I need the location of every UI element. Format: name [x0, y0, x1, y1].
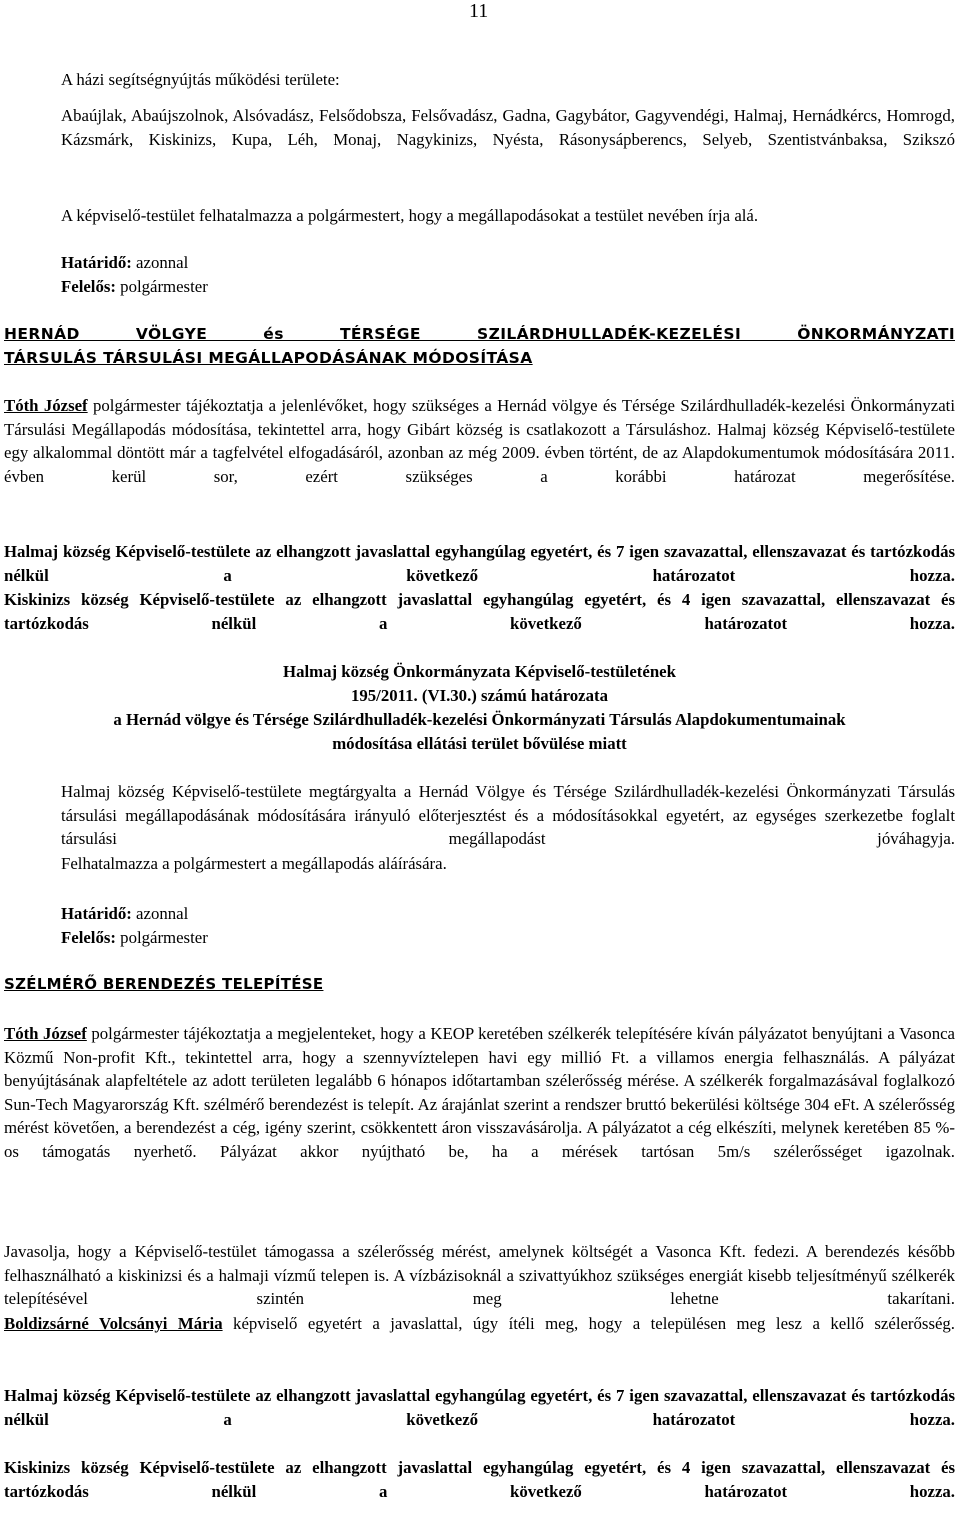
authorization-paragraph: A képviselő-testület felhatalmazza a polgármestert, hogy a megállapodásokat a testület nevében írja alá.	[61, 206, 759, 225]
resolution-authorize: Felhatalmazza a polgármestert a megállapodás aláírására.	[61, 854, 447, 873]
speaker-name: Tóth József	[4, 396, 88, 415]
section1-paragraph	[4, 394, 955, 512]
deadline-label: Határidő:	[61, 253, 132, 272]
deadline-value-2: azonnal	[131, 904, 189, 923]
area-title: A házi segítségnyújtás működési területe:	[61, 70, 340, 89]
vote-kiskinizs-2: Kiskinizs község Képviselő-testülete az elhangzott javaslattal egyhangúlag egyetért, és 4 igen szavazattal, ellenszavazat és tartózkodás nélkül a következő határozatot hozza.	[4, 1458, 955, 1501]
resolution-header-4: módosítása ellátási terület bővülése miatt	[332, 734, 627, 753]
responsible-label-2: Felelős:	[61, 928, 116, 947]
responsible-value: polgármester	[115, 277, 208, 296]
vote-halmaj: Halmaj község Képviselő-testülete az elhangzott javaslattal egyhangúlag egyetért, és 7 igen szavazattal, ellenszavazat és tartózkodás nélkül a következő határozatot hozza.	[4, 542, 955, 585]
speaker-name-2: Tóth József	[4, 1024, 87, 1043]
section1-body: polgármester tájékoztatja a jelenlévőket, hogy szükséges a Hernád völgye és Térsége Szilárdhulladék-kezelési Önkormányzati Társulási Megállapodás módosítása, tekintettel arra, hogy Gibárt község is csatlakozott a Társuláshoz. Halmaj község Képviselő-testülete egy alkalommal döntött már a tagfelvétel elfogadásáról, azonban az még 2009. évben történt, de az Alapdokumentumok módosítására 2011. évben kerül sor, ezért szükséges a korábbi határozat megerősítése.	[4, 396, 955, 486]
responsible-line	[61, 275, 955, 299]
area-municipalities: Abaújlak, Abaújszolnok, Alsóvadász, Felsődobsza, Felsővadász, Gadna, Gagybátor, Gagyvendégi, Halmaj, Hernádkércs, Homrogd, Kázsmárk, Kiskinizs, Kupa, Léh, Monaj, Nagykinizs, Nyésta, Rásonysápberencs, Selyeb, Szentistvánbaksa, Szikszó	[61, 106, 955, 149]
deadline-label-2: Határidő:	[61, 904, 132, 923]
resolution-header-2: 195/2011. (VI.30.) számú határozata	[351, 686, 608, 705]
resolution-header-3: a Hernád völgye és Térsége Szilárdhulladék-kezelési Önkormányzati Társulás Alapdokumentumainak	[113, 710, 846, 729]
vote-halmaj-2: Halmaj község Képviselő-testülete az elhangzott javaslattal egyhangúlag egyetért, és 7 igen szavazattal, ellenszavazat és tartózkodás nélkül a következő határozatot hozza.	[4, 1386, 955, 1429]
section-title-line1: HERNÁD VÖLGYE és TÉRSÉGE SZILÁRDHULLADÉK-KEZELÉSI ÖNKORMÁNYZATI	[4, 325, 955, 343]
section2-paragraph-2: Javasolja, hogy a Képviselő-testület támogassa a szélerősség mérést, amelynek költségét a Vasonca Kft. fedezi. A berendezés később felhasználható a kiskinizsi és a halmaji vízmű telepen is. A vízbázisoknál a szivattyúkhoz szükséges energiát kisebb teljesítményű szélkerék telepítésével szintén meg lehetne takarítani.	[4, 1242, 955, 1308]
resolution-body: Halmaj község Képviselő-testülete megtárgyalta a Hernád Völgye és Térsége Szilárdhulladék-kezelési Önkormányzati Társulás társulási megállapodásának módosítására irányuló előterjesztést és a módosításokkal egyetért, az egységes szerkezetbe foglalt társulási megállapodást jóváhagyja.	[61, 782, 955, 848]
responsible-value-2: polgármester	[115, 928, 208, 947]
section2-body: polgármester tájékoztatja a megjelenteket, hogy a KEOP keretében szélkerék telepítésére kíván pályázatot benyújtani a Vasonca Közmű Non-profit Kft., tekintettel arra, hogy a szennyvíztelepen havi egy millió Ft. a villamos energia felhasználás. A pályázat benyújtásának alapfeltétele az adott területen legalább 6 hónapos időtartamban szélerősség mérése. A szélkerék forgalmazásával foglalkozó Sun-Tech Magyarország Kft. szélmérő berendezést is telepít. Az árajánlat szerint a rendszer bruttó bekerülési költsége 304 eFt. A szélerősség mérést követően, a berendezést a cég, igény szerint, csökkentett áron visszavásárolja. A pályázatot a cég elkészíti, melynek keretében 85 %-os támogatás nyerhető. Pályázat akkor nyújtható be, ha a mérések tartósan 5m/s szélerősséget igazolnak.	[4, 1024, 955, 1161]
speaker-name-3: Boldizsárné Volcsányi Mária	[4, 1314, 223, 1333]
responsible-line-2	[61, 926, 955, 950]
section2-paragraph-3	[4, 1312, 955, 1359]
deadline-line	[61, 251, 955, 275]
responsible-label: Felelős:	[61, 277, 116, 296]
vote-kiskinizs: Kiskinizs község Képviselő-testülete az elhangzott javaslattal egyhangúlag egyetért, és 4 igen szavazattal, ellenszavazat és tartózkodás nélkül a következő határozatot hozza.	[4, 590, 955, 633]
section2-title: SZÉLMÉRŐ BERENDEZÉS TELEPÍTÉSE	[4, 975, 324, 993]
page-number: 11	[469, 0, 489, 22]
section2-body-3: képviselő egyetért a javaslattal, úgy ítéli meg, hogy a településen meg lesz a kellő szélerősség.	[222, 1314, 956, 1333]
deadline-line-2	[61, 902, 955, 926]
resolution-header-1: Halmaj község Önkormányzata Képviselő-testületének	[283, 662, 676, 681]
deadline-value: azonnal	[131, 253, 189, 272]
section-title-line2: TÁRSULÁS TÁRSULÁSI MEGÁLLAPODÁSÁNAK MÓDOSÍTÁSA	[4, 349, 533, 367]
section2-paragraph	[4, 1022, 955, 1187]
